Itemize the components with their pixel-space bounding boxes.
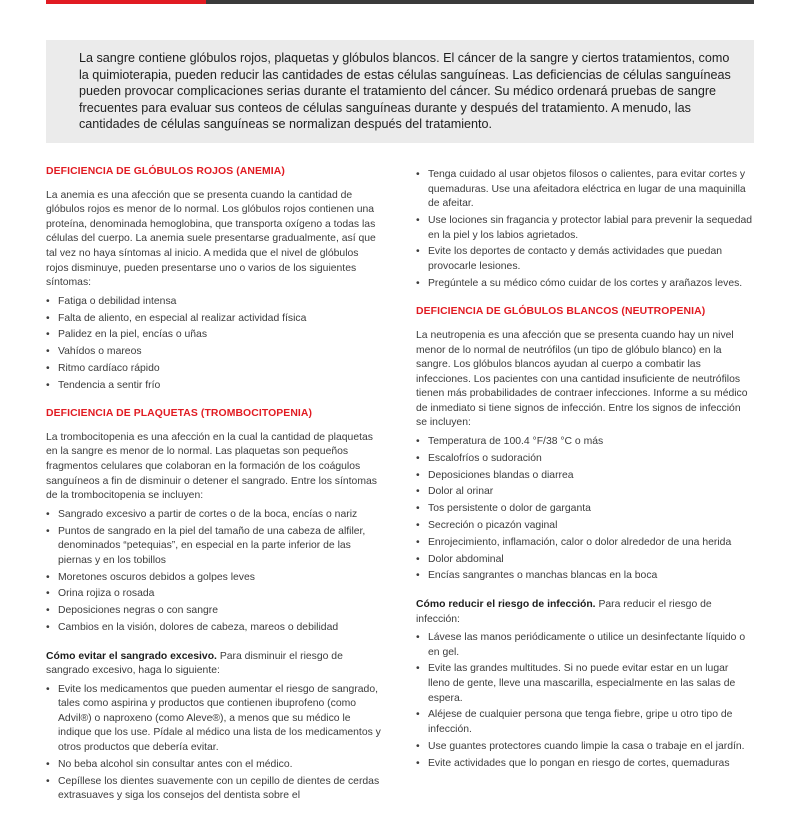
list-item: • Evite los medicamentos que pueden aumentar el riesgo de sangrado, tales como aspirina y productos que contienen ibuprofeno (como Advil®) o naproxeno (como Aleve®), a menos que su médico le indique que los use. Pídale al médico una lista de los medicamentos y otros productos que debería evitar. [46,683,383,756]
list-item: • Tenga cuidado al usar objetos filosos o calientes, para evitar cortes y quemaduras. Use una afeitadora eléctrica en lugar de una maquinilla de afeitar. [416,168,753,212]
list-item: • Falta de aliento, en especial al realizar actividad física [46,312,383,327]
neutropenia-title: DEFICIENCIA DE GLÓBULOS BLANCOS (NEUTROPENIA) [416,306,706,318]
header-bar [46,0,754,4]
list-item: • Escalofríos o sudoración [416,452,753,467]
list-item: • Secreción o picazón vaginal [416,519,753,534]
bleeding-tips-right [416,168,753,291]
list-item: • Cepíllese los dientes suavemente con un cepillo de dientes de cerdas extrasuaves y siga los consejos del dentista sobre el [46,775,383,804]
list-item: • Dolor abdominal [416,553,753,568]
infection-howto-heading: Cómo reducir el riesgo de infección. [416,598,596,610]
list-item: • Deposiciones blandas o diarrea [416,469,753,484]
list-item: • Palidez en la piel, encías o uñas [46,328,383,343]
intro-text: La sangre contiene glóbulos rojos, plaquetas y glóbulos blancos. El cáncer de la sangre y ciertos tratamientos, como la quimioterapia, pueden reducir las cantidades de estas células sanguíneas. Las deficiencias de células sanguíneas pueden provocar complicaciones serias durante el tratamiento del cáncer. Su médico ordenará pruebas de sangre frecuentes para evaluar sus conteos de células sanguíneas durante y después del tratamiento. A menudo, las cantidades de células sanguíneas se normalizan después del tratamiento. [79,51,731,132]
list-item: • Moretones oscuros debidos a golpes leves [46,571,383,586]
list-item: • Temperatura de 100.4 °F/38 °C o más [416,435,753,450]
list-item: • Aléjese de cualquier persona que tenga fiebre, gripe u otro tipo de infección. [416,708,753,737]
list-item: • Cambios en la visión, dolores de cabeza, mareos o debilidad [46,621,383,636]
list-item: • Sangrado excesivo a partir de cortes o de la boca, encías o nariz [46,508,383,523]
list-item: • Encías sangrantes o manchas blancas en la boca [416,569,753,584]
anemia-title: DEFICIENCIA DE GLÓBULOS ROJOS (ANEMIA) [46,166,285,177]
list-item: • Evite los deportes de contacto y demás actividades que puedan provocarle lesiones. [416,245,753,274]
list-item: • Use guantes protectores cuando limpie la casa o trabaje en el jardín. [416,740,753,755]
right-column [416,168,753,785]
platelets-title: DEFICIENCIA DE PLAQUETAS (TROMBOCITOPENIA) [46,408,313,420]
list-item: • Deposiciones negras o con sangre [46,604,383,619]
list-item: • Use lociones sin fragancia y protector labial para prevenir la sequedad en la piel y los labios agrietados. [416,214,753,243]
list-item: • Tendencia a sentir frío [46,379,383,394]
list-item: • Orina rojiza o rosada [46,587,383,602]
infection-howto-text: Para reducir el riesgo de infección: [416,598,712,625]
left-column [46,165,383,818]
list-item: • Evite las grandes multitudes. Si no puede evitar estar en un lugar lleno de gente, lleve una mascarilla, especialmente en las salas de espera. [416,662,753,706]
intro-box [46,40,754,143]
bleeding-howto [46,650,383,679]
header-accent [46,0,206,4]
infection-howto [416,598,753,627]
infection-tips [416,631,753,771]
list-item: • Enrojecimiento, inflamación, calor o dolor alrededor de una herida [416,536,753,551]
bleeding-howto-text: Para disminuir el riesgo de sangrado excesivo, haga lo siguiente: [46,650,343,677]
bleeding-tips-left [46,683,383,804]
anemia-body: La anemia es una afección que se presenta cuando la cantidad de glóbulos rojos es menor de lo normal. Los glóbulos rojos contienen una proteína, denominada hemoglobina, que transporta oxígeno a todas las células del cuerpo. La anemia suele presentarse gradualmente, así que tal vez no haya síntomas al inicio. A medida que el nivel de glóbulos rojos disminuye, pueden presentarse uno o varios de los siguientes síntomas: [46,189,376,289]
neutropenia-body: La neutropenia es una afección que se presenta cuando hay un nivel menor de lo normal de neutrófilos (un tipo de glóbulo blanco) en la sangre. Los glóbulos blancos ayudan al cuerpo a combatir las infecciones. Los pacientes con una cantidad insuficiente de neutrófilos tienen más probabilidades de contraer infecciones. Informe a su médico de inmediato si tiene signos de infección. Entre los signos de infección se incluyen: [416,329,748,429]
platelets-body: La trombocitopenia es una afección en la cual la cantidad de plaquetas en la sangre es menor de lo normal. Las plaquetas son pequeños fragmentos celulares que colaboran en la formación de los coágulos sanguíneos a fin de disminuir o detener el sangrado. Entre los síntomas de la trombocitopenia se incluyen: [46,431,377,502]
neutropenia-symptoms [416,435,753,584]
list-item: • Lávese las manos periódicamente o utilice un desinfectante líquido o en gel. [416,631,753,660]
list-item: • Evite actividades que lo pongan en riesgo de cortes, quemaduras [416,757,753,772]
list-item: • Vahídos o mareos [46,345,383,360]
list-item: • Pregúntele a su médico cómo cuidar de los cortes y arañazos leves. [416,277,753,292]
platelets-symptoms [46,508,383,636]
list-item: • Dolor al orinar [416,485,753,500]
list-item: • Tos persistente o dolor de garganta [416,502,753,517]
bleeding-howto-heading: Cómo evitar el sangrado excesivo. [46,650,217,662]
list-item: • Puntos de sangrado en la piel del tamaño de una cabeza de alfiler, denominados “petequias”, en especial en la parte inferior de las piernas y en los tobillos [46,525,383,569]
list-item: • No beba alcohol sin consultar antes con el médico. [46,758,383,773]
anemia-symptoms [46,295,383,394]
list-item: • Fatiga o debilidad intensa [46,295,383,310]
list-item: • Ritmo cardíaco rápido [46,362,383,377]
